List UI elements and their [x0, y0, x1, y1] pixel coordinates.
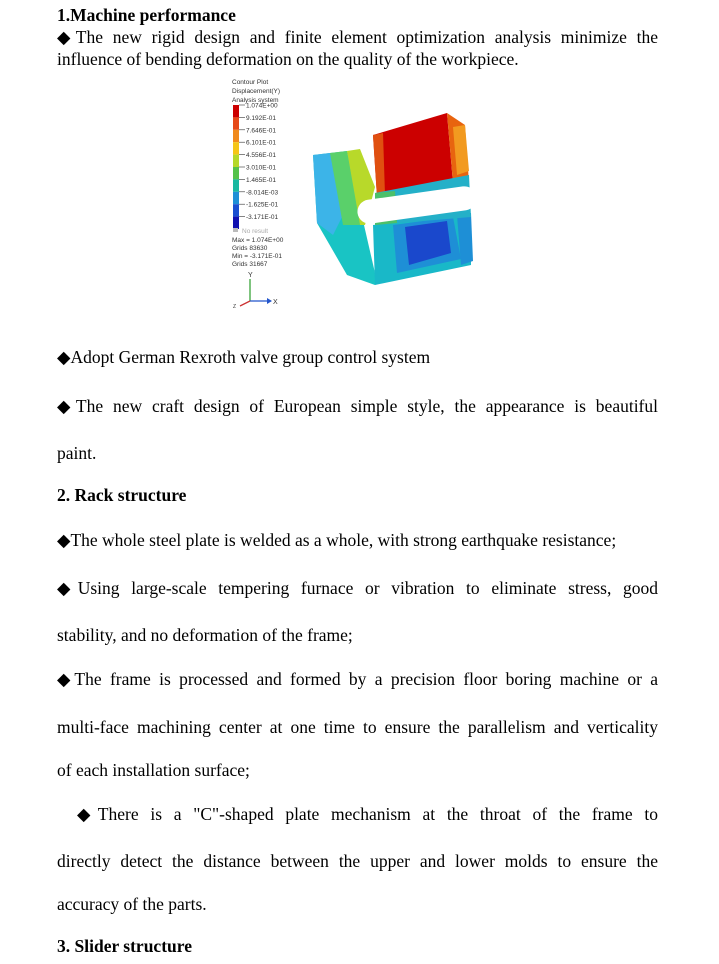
legend-value-label: 1.465E-01: [246, 176, 276, 184]
legend-swatch: [233, 105, 239, 117]
bullet-c-plate-line3: accuracy of the parts.: [57, 894, 207, 914]
legend-swatch: [233, 217, 239, 229]
legend-value-label: -8.014E-03: [246, 189, 279, 197]
legend-swatch: [233, 130, 239, 142]
bullet-tempering-line1: ◆Using large-scale tempering furnace or vibration to eliminate stress, good: [57, 578, 658, 598]
bullet-boring-line3: of each installation surface;: [57, 760, 250, 780]
legend-swatch: [233, 192, 239, 204]
legend-value-label: 9.192E-01: [246, 114, 276, 122]
axis-y-label: Y: [248, 272, 253, 279]
legend-max-grids: Grids 83630: [232, 245, 268, 252]
axis-z-label: Z: [233, 304, 237, 310]
legend-swatch: [233, 179, 239, 191]
legend-value-label: 3.010E-01: [246, 164, 276, 172]
section-heading-rack-structure: 2. Rack structure: [57, 485, 187, 505]
no-result-swatch: [233, 228, 238, 232]
bullet-tempering-line2: stability, and no deformation of the frame;: [57, 625, 353, 645]
legend-header-line2: Displacement(Y): [232, 88, 281, 95]
legend-min-grids: Grids 31667: [232, 261, 268, 268]
legend-value-label: 6.101E-01: [246, 139, 276, 147]
legend-value-label: -1.625E-01: [246, 201, 279, 209]
bullet-boring-line1: ◆The frame is processed and formed by a precision floor boring machine or a: [57, 669, 658, 689]
legend-min-value: Min = -3.171E-01: [232, 253, 283, 260]
legend-swatch: [233, 204, 239, 216]
bullet-c-plate-line1: ◆There is a "C"-shaped plate mechanism at the throat of the frame to: [77, 804, 658, 824]
contour-plot-svg: [225, 75, 480, 315]
legend-swatch: [233, 142, 239, 154]
no-result-label: No result: [242, 228, 269, 235]
legend-value-label: 1.074E+00: [246, 102, 278, 110]
legend-max-value: Max = 1.074E+00: [232, 237, 284, 244]
deformed-frame-model: [313, 113, 478, 285]
legend-value-label: -3.171E-01: [246, 214, 279, 222]
legend-swatch: [233, 155, 239, 167]
contour-plot-figure: [225, 75, 480, 315]
legend-header-line1: Contour Plot: [232, 79, 269, 86]
legend-value-label: 4.556E-01: [246, 152, 276, 160]
axis-triad: [233, 272, 278, 310]
legend-value-label: 7.646E-01: [246, 127, 276, 135]
bullet-welded-plate: ◆The whole steel plate is welded as a whole, with strong earthquake resistance;: [57, 530, 617, 550]
legend-swatch: [233, 167, 239, 179]
bullet-rexroth: ◆Adopt German Rexroth valve group control system: [57, 347, 431, 367]
bullet-c-plate-line2: directly detect the distance between the upper and lower molds to ensure the: [57, 851, 658, 871]
axis-x-label: X: [273, 299, 278, 306]
bullet-rigid-design-line2: influence of bending deformation on the quality of the workpiece.: [57, 49, 519, 69]
section-heading-machine-performance: 1.Machine performance: [57, 5, 236, 25]
bullet-rigid-design-line1: ◆The new rigid design and finite element optimization analysis minimize the: [57, 27, 658, 47]
bullet-craft-design-line1: ◆The new craft design of European simple style, the appearance is beautiful: [57, 396, 658, 416]
bullet-craft-design-line2: paint.: [57, 443, 97, 463]
section-heading-slider-structure: 3. Slider structure: [57, 936, 192, 956]
bullet-boring-line2: multi-face machining center at one time to ensure the parallelism and verticality: [57, 717, 658, 737]
legend-header-line3: Analysis system: [232, 97, 279, 104]
legend-color-scale: [233, 103, 279, 230]
legend-swatch: [233, 117, 239, 129]
